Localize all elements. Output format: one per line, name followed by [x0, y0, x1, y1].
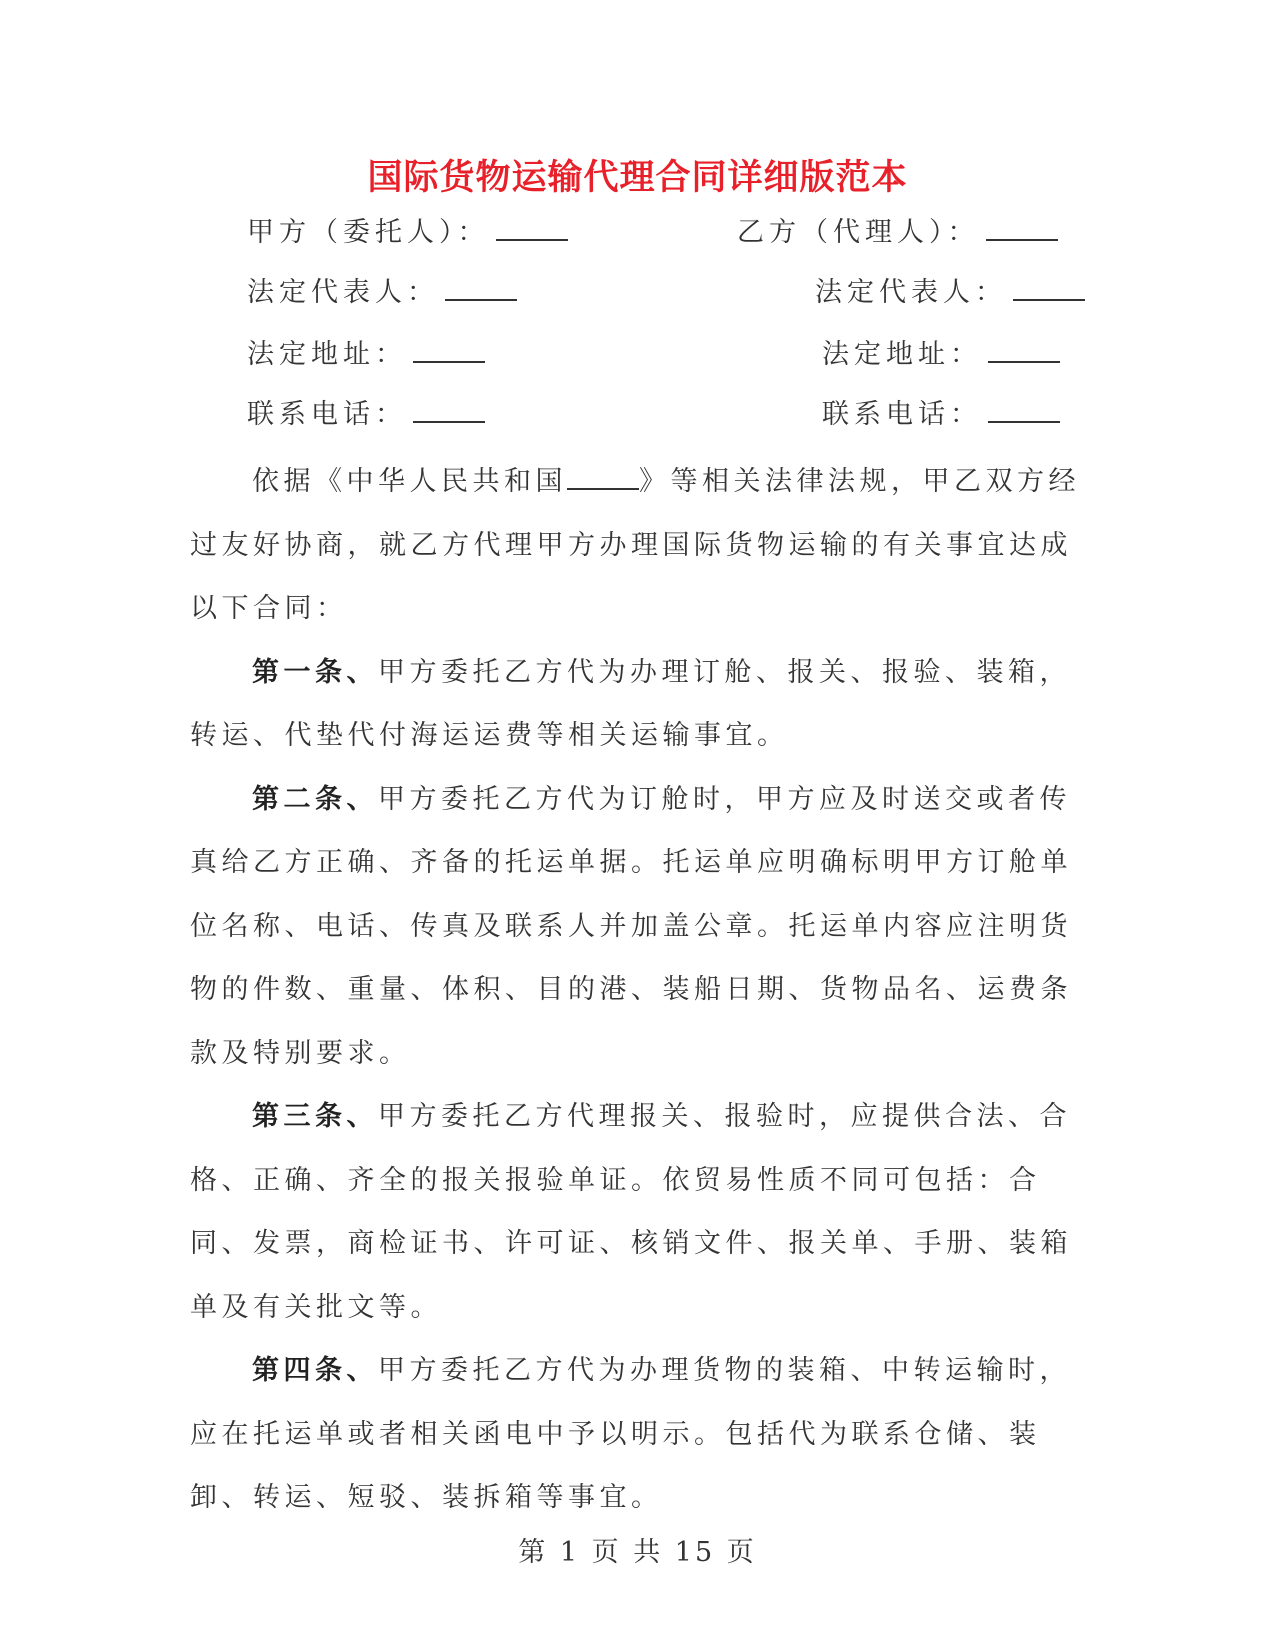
party-b-rep-label: 法定代表人： — [815, 277, 1007, 308]
party-a-name-blank — [496, 213, 568, 241]
party-b-name-row — [737, 210, 1058, 250]
party-a-name-row — [247, 210, 568, 250]
page-footer: 第 1 页 共 15 页 — [518, 1537, 757, 1568]
party-b-rep-row — [815, 270, 1085, 310]
article-2-head: 第二条、 — [252, 783, 378, 815]
party-a-rep-label: 法定代表人： — [247, 277, 439, 308]
intro-text-after: 》等相关法律法规，甲乙双方经过友好协商，就乙方代理甲方办理国际货物运输的有关事宜达成以下合同： — [190, 466, 1080, 624]
party-a-address-label: 法定地址： — [247, 339, 407, 370]
article-4-head: 第四条、 — [252, 1355, 378, 1386]
party-a-phone-label: 联系电话： — [247, 399, 407, 430]
party-b-rep-blank — [1013, 273, 1085, 301]
party-b-address-row — [822, 332, 1060, 372]
party-b-address-blank — [988, 335, 1060, 363]
article-4-text: 甲方委托乙方代为办理货物的装箱、中转运输时，应在托运单或者相关函电中予以明示。包括代为联系仓储、装卸、转运、短驳、装拆箱等事宜。 — [190, 1355, 1071, 1513]
article-2 — [190, 768, 1090, 1086]
party-b-phone-label: 联系电话： — [822, 399, 982, 430]
intro-text-before: 依据《中华人民共和国 — [252, 466, 567, 497]
party-b-name-blank — [986, 213, 1058, 241]
article-2-text: 甲方委托乙方代为订舱时，甲方应及时送交或者传真给乙方正确、齐备的托运单据。托运单应明确标明甲方订舱单位名称、电话、传真及联系人并加盖公章。托运单内容应注明货物的件数、重量、体积、目的港、装船日期、货物品名、运费条款及特别要求。 — [190, 783, 1072, 1069]
party-b-name-label: 乙方（代理人）： — [737, 217, 980, 248]
intro-paragraph — [190, 450, 1090, 641]
contract-body — [190, 450, 1090, 1530]
article-1-text: 甲方委托乙方代为办理订舱、报关、报验、装箱，转运、代垫代付海运运费等相关运输事宜。 — [190, 656, 1071, 751]
party-b-phone-blank — [988, 395, 1060, 423]
party-a-phone-row — [247, 392, 485, 432]
article-3-text: 甲方委托乙方代理报关、报验时，应提供合法、合格、正确、齐全的报关报验单证。依贸易性质不同可包括：合同、发票，商检证书、许可证、核销文件、报关单、手册、装箱单及有关批文等。 — [190, 1101, 1072, 1323]
party-a-rep-blank — [445, 273, 517, 301]
article-1 — [190, 641, 1090, 768]
intro-law-blank — [567, 462, 639, 490]
article-3 — [190, 1085, 1090, 1339]
party-a-address-row — [247, 332, 485, 372]
article-1-head: 第一条、 — [252, 656, 378, 688]
document-title: 国际货物运输代理合同详细版范本 — [367, 157, 908, 198]
party-b-phone-row — [822, 392, 1060, 432]
party-a-name-label: 甲方（委托人）： — [247, 217, 490, 248]
party-b-address-label: 法定地址： — [822, 339, 982, 370]
article-3-head: 第三条、 — [252, 1101, 378, 1132]
party-a-rep-row — [247, 270, 517, 310]
article-4 — [190, 1339, 1090, 1530]
party-a-phone-blank — [413, 395, 485, 423]
party-a-address-blank — [413, 335, 485, 363]
